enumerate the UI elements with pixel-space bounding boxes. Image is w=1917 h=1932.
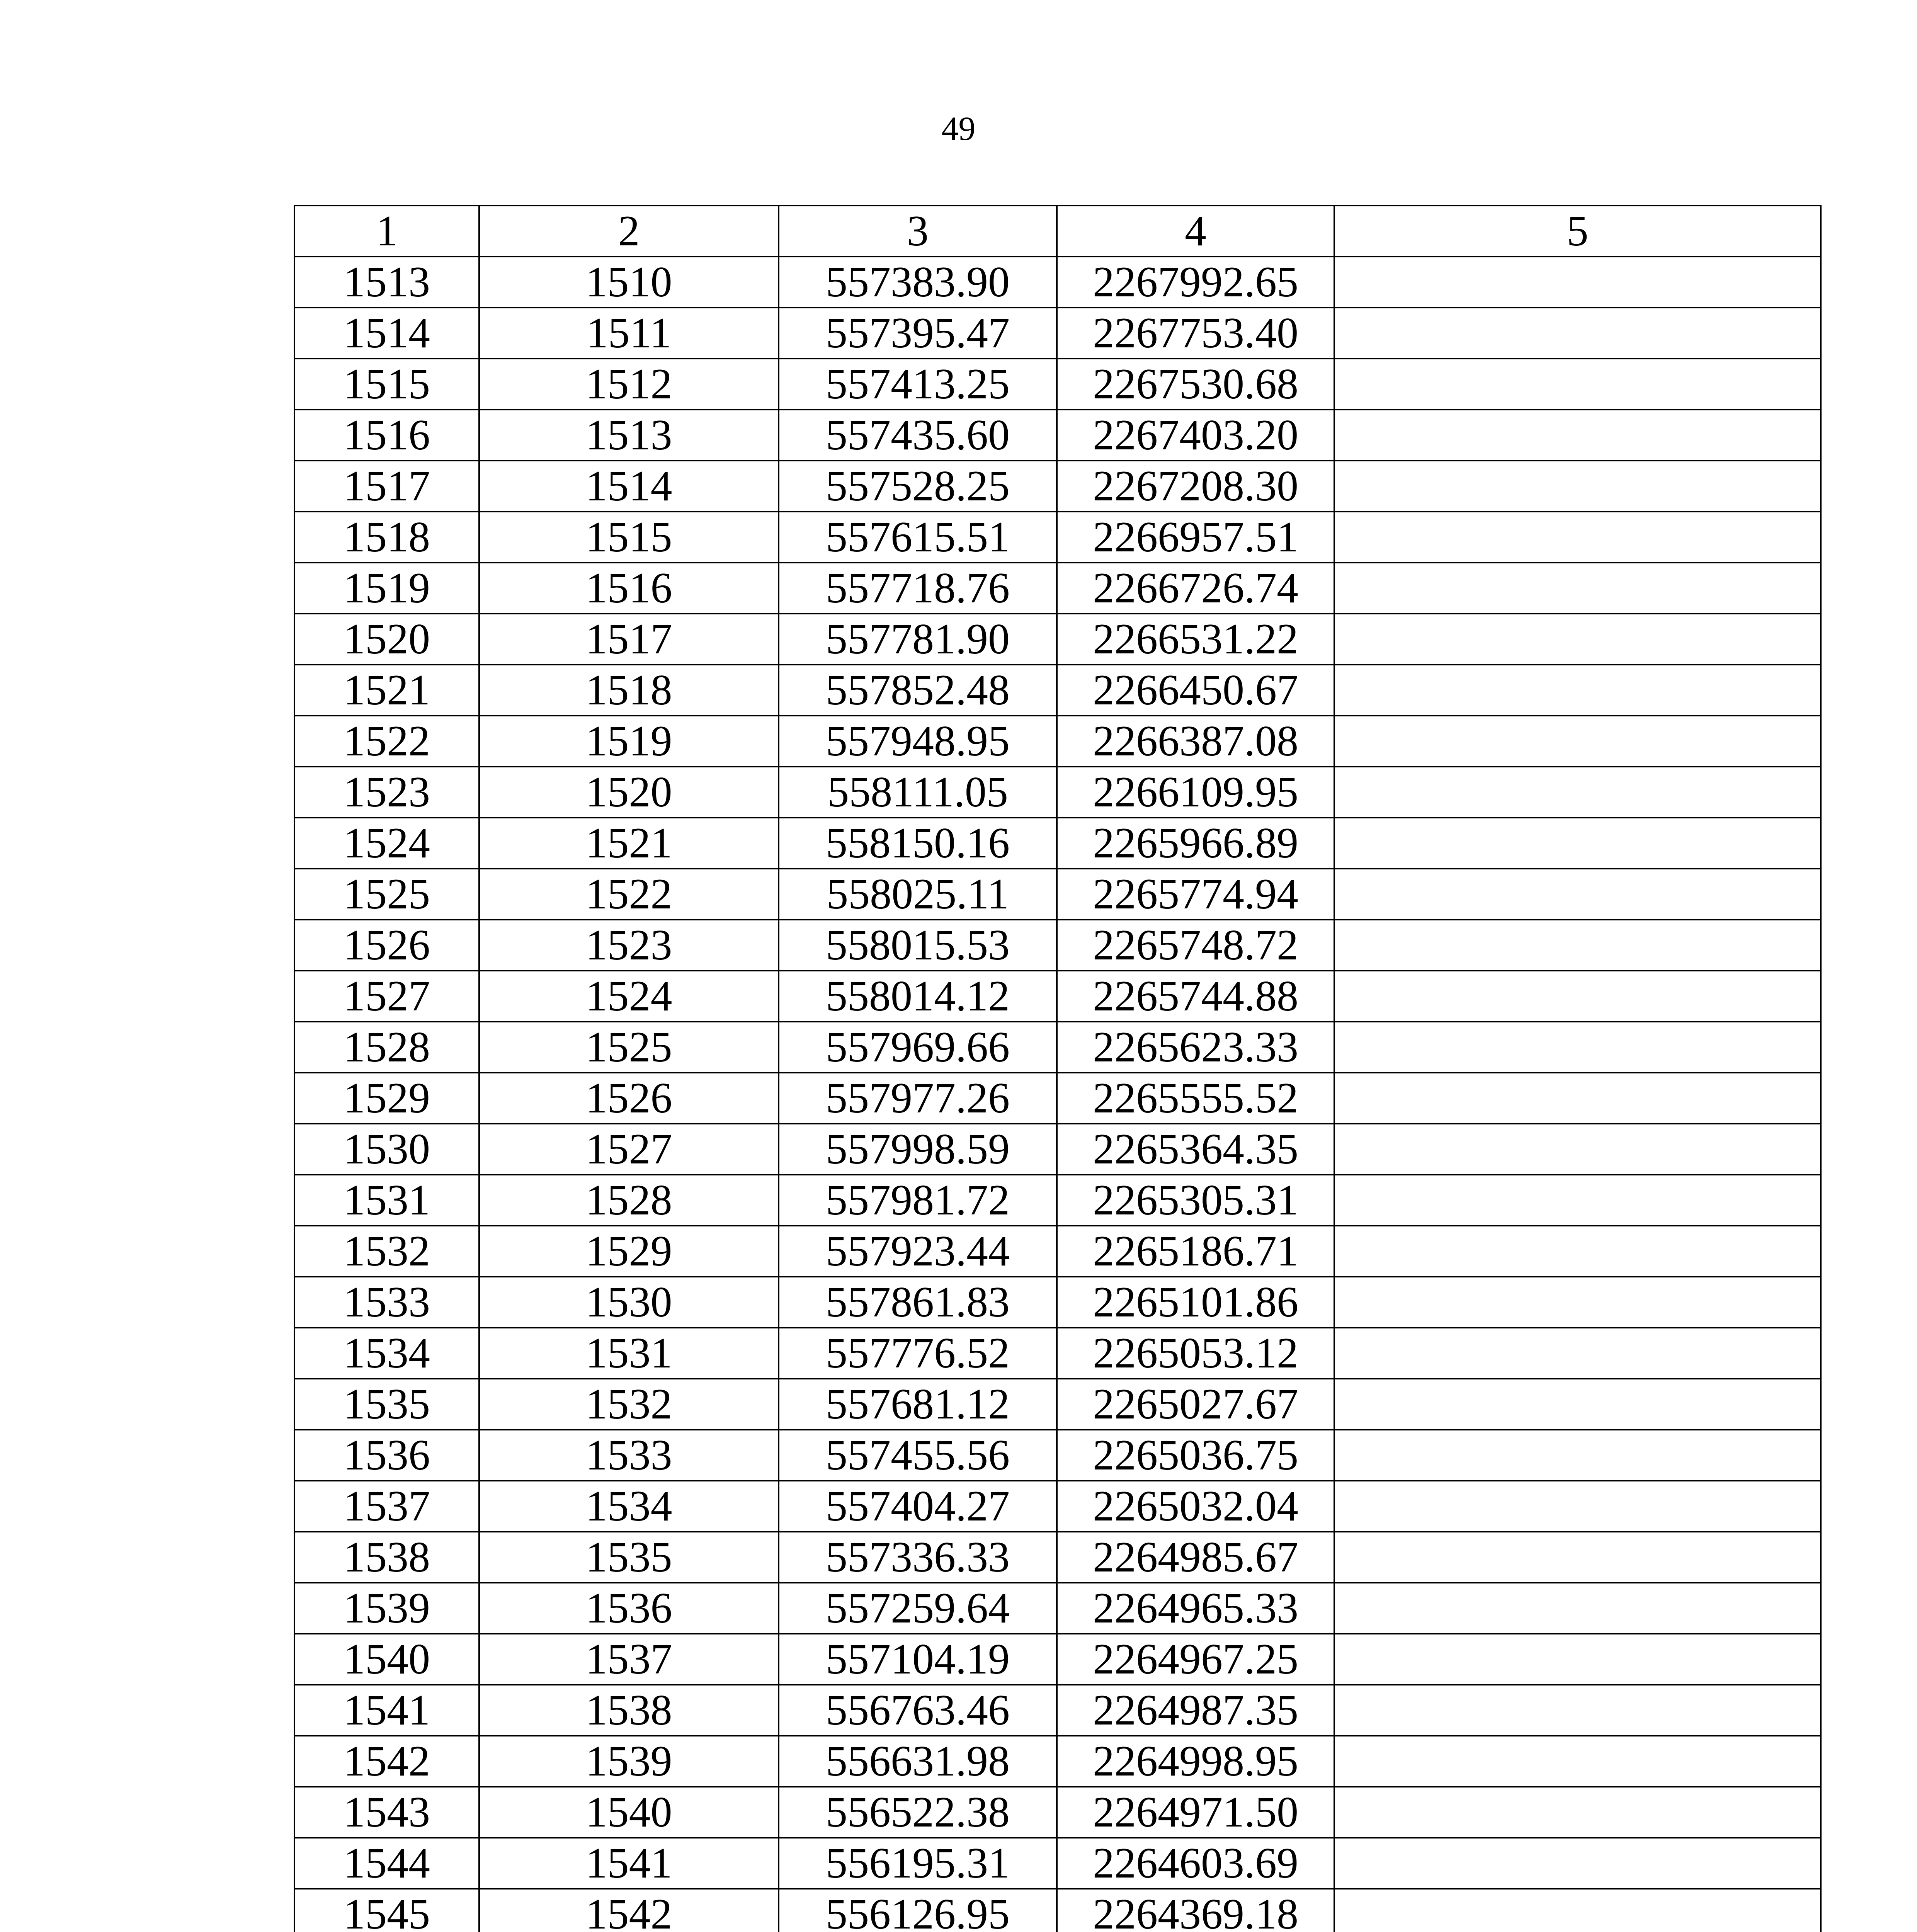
cell-coord-x: 557681.12	[779, 1379, 1057, 1430]
cell-coord-y: 2265744.88	[1057, 971, 1334, 1022]
cell-coord-x: 557528.25	[779, 461, 1057, 512]
table-row	[294, 1073, 1821, 1124]
cell-note	[1334, 1124, 1821, 1175]
cell-coord-x: 557259.64	[779, 1583, 1057, 1634]
table-row	[294, 512, 1821, 563]
header-cell-1: 1	[294, 206, 479, 257]
table-row	[294, 1685, 1821, 1736]
table-row	[294, 818, 1821, 869]
table-row	[294, 1277, 1821, 1328]
cell-coord-y: 2265364.35	[1057, 1124, 1334, 1175]
cell-point-id: 1528	[479, 1175, 779, 1226]
cell-note	[1334, 869, 1821, 920]
table-row	[294, 257, 1821, 308]
table-row	[294, 308, 1821, 359]
table-row	[294, 1124, 1821, 1175]
cell-point-id: 1517	[479, 614, 779, 665]
cell-note	[1334, 1685, 1821, 1736]
cell-coord-y: 2265623.33	[1057, 1022, 1334, 1073]
cell-row-number: 1539	[294, 1583, 479, 1634]
cell-coord-y: 2264987.35	[1057, 1685, 1334, 1736]
cell-note	[1334, 461, 1821, 512]
cell-note	[1334, 1838, 1821, 1889]
cell-note	[1334, 1328, 1821, 1379]
cell-coord-x: 556522.38	[779, 1787, 1057, 1838]
cell-coord-x: 558111.05	[779, 767, 1057, 818]
cell-coord-x: 558014.12	[779, 971, 1057, 1022]
table-row	[294, 614, 1821, 665]
cell-note	[1334, 716, 1821, 767]
table-row	[294, 410, 1821, 461]
cell-row-number: 1535	[294, 1379, 479, 1430]
cell-note	[1334, 1073, 1821, 1124]
cell-row-number: 1530	[294, 1124, 479, 1175]
cell-row-number: 1531	[294, 1175, 479, 1226]
cell-note	[1334, 1583, 1821, 1634]
cell-point-id: 1533	[479, 1430, 779, 1481]
cell-point-id: 1526	[479, 1073, 779, 1124]
cell-coord-y: 2265053.12	[1057, 1328, 1334, 1379]
cell-row-number: 1514	[294, 308, 479, 359]
cell-row-number: 1532	[294, 1226, 479, 1277]
table-body	[294, 257, 1821, 1932]
cell-coord-y: 2266531.22	[1057, 614, 1334, 665]
cell-note	[1334, 1277, 1821, 1328]
cell-coord-x: 556126.95	[779, 1889, 1057, 1932]
cell-row-number: 1519	[294, 563, 479, 614]
cell-coord-x: 557413.25	[779, 359, 1057, 410]
cell-note	[1334, 410, 1821, 461]
cell-coord-x: 558150.16	[779, 818, 1057, 869]
cell-coord-y: 2265774.94	[1057, 869, 1334, 920]
cell-row-number: 1542	[294, 1736, 479, 1787]
cell-point-id: 1511	[479, 308, 779, 359]
cell-note	[1334, 767, 1821, 818]
cell-note	[1334, 1481, 1821, 1532]
cell-coord-y: 2266450.67	[1057, 665, 1334, 716]
cell-note	[1334, 971, 1821, 1022]
cell-coord-y: 2265027.67	[1057, 1379, 1334, 1430]
cell-coord-y: 2264603.69	[1057, 1838, 1334, 1889]
cell-coord-y: 2264971.50	[1057, 1787, 1334, 1838]
cell-coord-x: 557969.66	[779, 1022, 1057, 1073]
cell-point-id: 1539	[479, 1736, 779, 1787]
cell-point-id: 1518	[479, 665, 779, 716]
cell-row-number: 1516	[294, 410, 479, 461]
cell-coord-y: 2266726.74	[1057, 563, 1334, 614]
cell-coord-x: 557948.95	[779, 716, 1057, 767]
cell-note	[1334, 1736, 1821, 1787]
table-row	[294, 359, 1821, 410]
cell-coord-y: 2267992.65	[1057, 257, 1334, 308]
cell-point-id: 1542	[479, 1889, 779, 1932]
cell-row-number: 1538	[294, 1532, 479, 1583]
table-row	[294, 1481, 1821, 1532]
cell-row-number: 1520	[294, 614, 479, 665]
cell-point-id: 1541	[479, 1838, 779, 1889]
cell-coord-y: 2265748.72	[1057, 920, 1334, 971]
table-row	[294, 869, 1821, 920]
cell-note	[1334, 563, 1821, 614]
cell-note	[1334, 920, 1821, 971]
header-row	[294, 206, 1821, 257]
cell-point-id: 1535	[479, 1532, 779, 1583]
cell-point-id: 1516	[479, 563, 779, 614]
table-row	[294, 461, 1821, 512]
coordinates-table	[294, 205, 1822, 1932]
cell-point-id: 1532	[479, 1379, 779, 1430]
cell-row-number: 1526	[294, 920, 479, 971]
cell-coord-y: 2264965.33	[1057, 1583, 1334, 1634]
cell-coord-x: 557852.48	[779, 665, 1057, 716]
cell-note	[1334, 1787, 1821, 1838]
cell-note	[1334, 308, 1821, 359]
cell-row-number: 1528	[294, 1022, 479, 1073]
cell-coord-x: 557781.90	[779, 614, 1057, 665]
cell-point-id: 1527	[479, 1124, 779, 1175]
header-cell-5: 5	[1334, 206, 1821, 257]
cell-point-id: 1515	[479, 512, 779, 563]
cell-note	[1334, 1175, 1821, 1226]
cell-point-id: 1531	[479, 1328, 779, 1379]
cell-point-id: 1520	[479, 767, 779, 818]
table-row	[294, 1583, 1821, 1634]
table-header	[294, 206, 1821, 257]
table-row	[294, 1379, 1821, 1430]
cell-note	[1334, 818, 1821, 869]
cell-coord-y: 2265036.75	[1057, 1430, 1334, 1481]
cell-row-number: 1536	[294, 1430, 479, 1481]
cell-coord-y: 2264998.95	[1057, 1736, 1334, 1787]
cell-coord-x: 557923.44	[779, 1226, 1057, 1277]
cell-point-id: 1519	[479, 716, 779, 767]
table-row	[294, 1532, 1821, 1583]
cell-row-number: 1537	[294, 1481, 479, 1532]
cell-note	[1334, 665, 1821, 716]
cell-point-id: 1534	[479, 1481, 779, 1532]
cell-coord-x: 558025.11	[779, 869, 1057, 920]
cell-coord-y: 2265966.89	[1057, 818, 1334, 869]
header-cell-3: 3	[779, 206, 1057, 257]
cell-coord-x: 557776.52	[779, 1328, 1057, 1379]
cell-point-id: 1524	[479, 971, 779, 1022]
header-cell-4: 4	[1057, 206, 1334, 257]
cell-row-number: 1541	[294, 1685, 479, 1736]
table-row	[294, 1736, 1821, 1787]
cell-point-id: 1525	[479, 1022, 779, 1073]
cell-row-number: 1522	[294, 716, 479, 767]
cell-coord-x: 556195.31	[779, 1838, 1057, 1889]
cell-coord-y: 2267208.30	[1057, 461, 1334, 512]
cell-coord-y: 2265305.31	[1057, 1175, 1334, 1226]
cell-coord-y: 2267403.20	[1057, 410, 1334, 461]
cell-coord-y: 2267753.40	[1057, 308, 1334, 359]
cell-row-number: 1518	[294, 512, 479, 563]
cell-row-number: 1533	[294, 1277, 479, 1328]
cell-coord-x: 556631.98	[779, 1736, 1057, 1787]
table-row	[294, 971, 1821, 1022]
cell-point-id: 1513	[479, 410, 779, 461]
cell-point-id: 1510	[479, 257, 779, 308]
cell-row-number: 1529	[294, 1073, 479, 1124]
cell-point-id: 1512	[479, 359, 779, 410]
table-row	[294, 1022, 1821, 1073]
cell-coord-y: 2265032.04	[1057, 1481, 1334, 1532]
cell-point-id: 1530	[479, 1277, 779, 1328]
cell-coord-y: 2265186.71	[1057, 1226, 1334, 1277]
cell-row-number: 1523	[294, 767, 479, 818]
cell-coord-y: 2266109.95	[1057, 767, 1334, 818]
cell-row-number: 1527	[294, 971, 479, 1022]
cell-coord-x: 557861.83	[779, 1277, 1057, 1328]
cell-row-number: 1515	[294, 359, 479, 410]
table-row	[294, 1634, 1821, 1685]
cell-note	[1334, 1430, 1821, 1481]
cell-coord-x: 558015.53	[779, 920, 1057, 971]
table-row	[294, 1838, 1821, 1889]
cell-note	[1334, 1634, 1821, 1685]
cell-coord-x: 557718.76	[779, 563, 1057, 614]
cell-row-number: 1544	[294, 1838, 479, 1889]
table-row	[294, 1430, 1821, 1481]
cell-note	[1334, 359, 1821, 410]
cell-note	[1334, 512, 1821, 563]
cell-note	[1334, 1022, 1821, 1073]
cell-note	[1334, 1226, 1821, 1277]
cell-coord-y: 2265101.86	[1057, 1277, 1334, 1328]
cell-coord-y: 2266387.08	[1057, 716, 1334, 767]
cell-row-number: 1524	[294, 818, 479, 869]
table-row	[294, 1226, 1821, 1277]
cell-row-number: 1543	[294, 1787, 479, 1838]
cell-point-id: 1514	[479, 461, 779, 512]
cell-coord-y: 2264985.67	[1057, 1532, 1334, 1583]
header-cell-2: 2	[479, 206, 779, 257]
cell-coord-x: 557104.19	[779, 1634, 1057, 1685]
cell-coord-y: 2266957.51	[1057, 512, 1334, 563]
table-row	[294, 665, 1821, 716]
cell-coord-x: 556763.46	[779, 1685, 1057, 1736]
cell-note	[1334, 1379, 1821, 1430]
cell-coord-x: 557404.27	[779, 1481, 1057, 1532]
cell-row-number: 1517	[294, 461, 479, 512]
table-row	[294, 716, 1821, 767]
cell-coord-x: 557455.56	[779, 1430, 1057, 1481]
cell-coord-x: 557336.33	[779, 1532, 1057, 1583]
table-row	[294, 1787, 1821, 1838]
table-row	[294, 1175, 1821, 1226]
cell-point-id: 1522	[479, 869, 779, 920]
cell-row-number: 1545	[294, 1889, 479, 1932]
cell-row-number: 1513	[294, 257, 479, 308]
cell-note	[1334, 614, 1821, 665]
cell-point-id: 1537	[479, 1634, 779, 1685]
cell-coord-x: 557977.26	[779, 1073, 1057, 1124]
cell-coord-x: 557615.51	[779, 512, 1057, 563]
table-row	[294, 1889, 1821, 1932]
cell-coord-x: 557981.72	[779, 1175, 1057, 1226]
cell-point-id: 1521	[479, 818, 779, 869]
cell-coord-y: 2265555.52	[1057, 1073, 1334, 1124]
cell-coord-x: 557435.60	[779, 410, 1057, 461]
page-number: 49	[941, 110, 976, 148]
cell-coord-x: 557383.90	[779, 257, 1057, 308]
cell-row-number: 1540	[294, 1634, 479, 1685]
table-row	[294, 1328, 1821, 1379]
cell-row-number: 1521	[294, 665, 479, 716]
table-row	[294, 767, 1821, 818]
cell-coord-y: 2264967.25	[1057, 1634, 1334, 1685]
cell-point-id: 1523	[479, 920, 779, 971]
cell-note	[1334, 1532, 1821, 1583]
table-row	[294, 563, 1821, 614]
table-row	[294, 920, 1821, 971]
cell-coord-y: 2264369.18	[1057, 1889, 1334, 1932]
cell-row-number: 1525	[294, 869, 479, 920]
cell-coord-y: 2267530.68	[1057, 359, 1334, 410]
cell-point-id: 1540	[479, 1787, 779, 1838]
cell-note	[1334, 1889, 1821, 1932]
cell-coord-x: 557395.47	[779, 308, 1057, 359]
cell-point-id: 1538	[479, 1685, 779, 1736]
cell-point-id: 1529	[479, 1226, 779, 1277]
cell-row-number: 1534	[294, 1328, 479, 1379]
cell-point-id: 1536	[479, 1583, 779, 1634]
cell-note	[1334, 257, 1821, 308]
cell-coord-x: 557998.59	[779, 1124, 1057, 1175]
